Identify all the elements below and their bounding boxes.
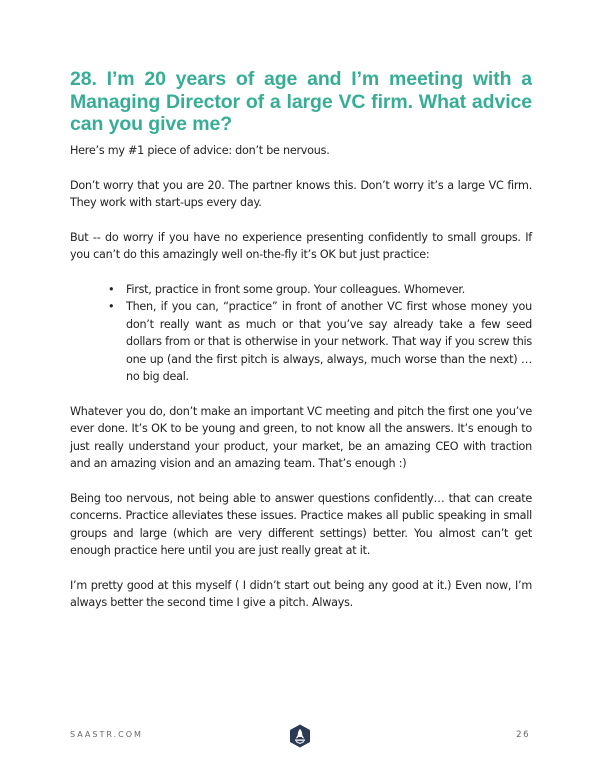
list-item [108, 298, 532, 386]
question-heading: 28. I’m 20 years of age and I’m meeting with a Managing Director of a large VC firm. What advice can you give me? [70, 68, 532, 135]
answer-body [70, 142, 532, 629]
bullet-icon: • [108, 282, 115, 296]
list-item-text: Then, if you can, “practice” in front of another VC first whose money you don’t really want as much or that you’ve say already take a few seed dollars from or that is otherwise in your network. That way if you screw this one up (and the first pitch is always, always, much worse than the next) … no big deal. [126, 300, 532, 383]
paragraph: Being too nervous, not being able to answer questions confidently… that can create concerns. Practice alleviates these issues. Practice makes all public speaking in small groups and large (which are very different settings) better. You almost can’t get enough practice here until you are just really great at it. [70, 491, 532, 557]
paragraph: Here’s my #1 piece of advice: don’t be nervous. [70, 144, 330, 157]
footer-site-label: SAASTR.COM [70, 730, 143, 739]
list-item [108, 281, 532, 299]
list-item-text: First, practice in front some group. Your colleagues. Whomever. [126, 282, 466, 296]
paragraph: Whatever you do, don’t make an important VC meeting and pitch the first one you’ve ever done. It’s OK to be young and green, to not know all the answers. It’s enough to just really understand your product, your market, be an amazing CEO with traction and an amazing vision and an amazing team. That’s enough :) [70, 404, 532, 470]
paragraph: But -- do worry if you have no experience presenting confidently to small groups. If you can’t do this amazingly well on-the-fly it’s OK but just practice: [70, 230, 532, 261]
page-number: 26 [516, 730, 530, 740]
paragraph: I’m pretty good at this myself ( I didn’t start out being any good at it.) Even now, I’m always better the second time I give a pitch. Always. [70, 578, 532, 609]
saastr-logo-icon [289, 724, 311, 748]
practice-list [70, 281, 532, 386]
bullet-icon: • [108, 300, 115, 313]
paragraph: Don’t worry that you are 20. The partner knows this. Don’t worry it’s a large VC firm. They work with start-ups every day. [70, 178, 532, 209]
